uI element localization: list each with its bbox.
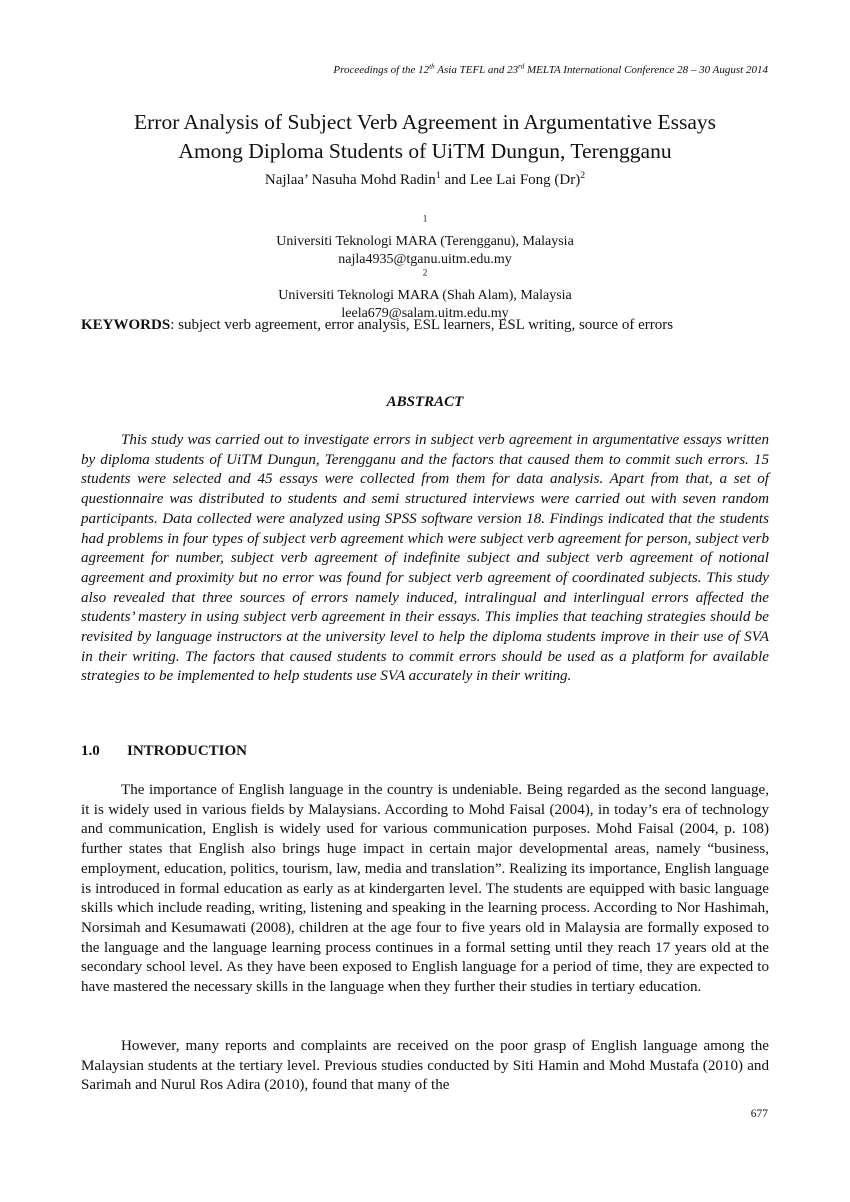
intro-paragraph-2: However, many reports and complaints are received on the poor grasp of English language among the Malaysian students at the tertiary level. Previous studies conducted by Siti Hamin and Mohd Mustafa (2010) and Sarimah and Nurul Ros Adira (2010), found that many of the	[81, 1038, 769, 1094]
keywords-text: : subject verb agreement, error analysis, ESL learners, ESL writing, source of errors	[170, 317, 674, 333]
section-title: INTRODUCTION	[127, 743, 248, 759]
running-head: Proceedings of the 12th Asia TEFL and 23rd MELTA International Conference 28 – 30 August 2014	[333, 62, 768, 76]
abstract-text: This study was carried out to investigate errors in subject verb agreement in argumentative essays written by diploma students of UiTM Dungun, Terengganu and the factors that caused them to commit such errors. 15 students were selected and 45 essays were collected from them for data analysis. Apart from that, a set of questionnaire was distributed to students and semi structured interviews were carried out with seven random participants. Data collected were analyzed using SPSS software version 18. Findings indicated that the students had problems in four types of subject verb agreement which were subject verb agreement for person, subject verb agreement for number, subject verb agreement of indefinite subject and subject verb agreement of notional agreement and proximity but no error was found for subject verb agreement of coordinated subjects. This study also revealed that three sources of errors namely induced, intralingual and interlingual errors affected the students’ mastery in using subject verb agreement in their essays. This implies that teaching strategies should be revisited by language instructors at the university level to help the diploma students improve in their use of SVA in their writing. The factors that caused students to commit errors should be used as a platform for available strategies to be implemented to help students use SVA accurately in their writing.	[81, 432, 769, 685]
title-line-2: Among Diploma Students of UiTM Dungun, Terengganu	[178, 139, 672, 163]
abstract-heading: ABSTRACT	[386, 394, 464, 410]
author-1: Najlaa’ Nasuha Mohd Radin	[264, 172, 436, 188]
keywords-label: KEYWORDS	[81, 317, 171, 333]
intro-paragraph-1: The importance of English language in the country is undeniable. Being regarded as the second language, it is widely used in various fields by Malaysians. According to Mohd Faisal (2004), in today’s era of technology and communication, English is widely used for various communication purposes. Mohd Faisal (2004, p. 108) further states that English also brings huge impact in certain major developmental areas, namely “business, employment, education, politics, tourism, law, media and translation”. Realizing its importance, English language is introduced in formal education as early as at kindergarten level. The students are equipped with basic language skills which include reading, writing, listening and speaking in the learning process. According to Nor Hashimah, Norsimah and Kesumawati (2008), children at the age four to five years old in Malaysia are formally exposed to the language and the language learning process continues in a formal setting until they reach 17 years old at the secondary school level. As they have been exposed to English language for a period of time, they are expected to have mastered the necessary skills in the language when they further their studies in tertiary education.	[81, 782, 769, 996]
section-heading-introduction	[81, 743, 247, 760]
email-2: leela679@salam.uitm.edu.my	[341, 306, 509, 321]
title-line-1: Error Analysis of Subject Verb Agreement in Argumentative Essays	[134, 110, 716, 134]
page-number: 677	[750, 1108, 768, 1120]
author-list: Najlaa’ Nasuha Mohd Radin$^1$ and Lee Lai Fong $(Dr)^2$	[264, 170, 586, 188]
paper-title	[0, 108, 850, 166]
affiliation-2: $^2$ Universiti Teknologi MARA (Shah Alam), Malaysia leela679@salam.uitm.edu.my	[0, 269, 850, 323]
author-2: Lee Lai Fong (Dr)	[469, 172, 581, 188]
keywords	[81, 317, 781, 334]
section-number: 1.0	[81, 743, 100, 759]
affiliation-1: $^1$ Universiti Teknologi MARA (Terengganu), Malaysia najla4935@tganu.uitm.edu.my	[0, 215, 850, 269]
email-1: najla4935@tganu.uitm.edu.my	[338, 252, 512, 267]
